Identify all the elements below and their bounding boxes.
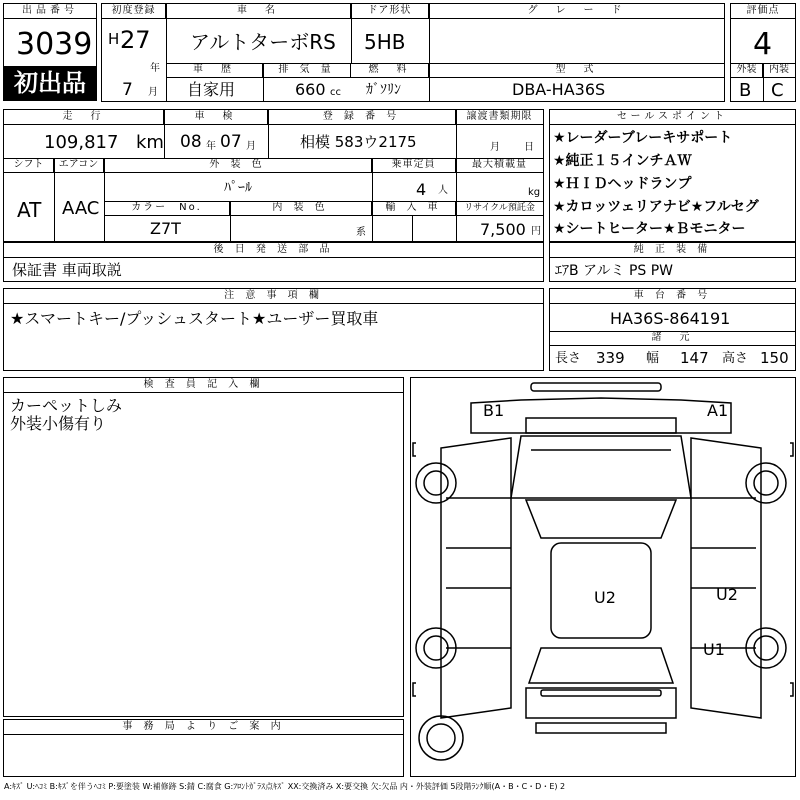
diagram-mark-u2-roof: U2 bbox=[594, 588, 616, 607]
recycle-fee: 7,500 bbox=[480, 220, 526, 239]
grade-label: グ レ ー ド bbox=[429, 4, 724, 19]
first-reg-label: 初度登録 bbox=[102, 4, 166, 19]
inspector-box bbox=[3, 377, 404, 717]
ac-label: エアコン bbox=[54, 158, 104, 173]
later-parts-value: 保証書 車両取説 bbox=[12, 261, 122, 279]
capacity: 4 bbox=[416, 180, 427, 199]
capacity-label: 乗車定員 bbox=[372, 158, 456, 173]
first-reg-year: 27 bbox=[120, 26, 151, 54]
plate-label: 登 録 番 号 bbox=[268, 110, 456, 125]
diagram-mark-u2-side: U2 bbox=[716, 585, 738, 604]
shift-type: AT bbox=[17, 198, 42, 222]
era: H bbox=[108, 30, 120, 48]
later-parts-label: 後 日 発 送 部 品 bbox=[4, 243, 543, 258]
car-diagram bbox=[411, 378, 795, 776]
inspection-month: 07 bbox=[220, 132, 242, 152]
inspection-month-unit: 月 bbox=[246, 141, 256, 152]
legend-text: A:ｷｽﾞ U:ﾍｺﾐ B:ｷｽﾞを伴うﾍｺﾐ P:要塗装 W:補修跡 S:錆 C:腐食 G:ﾌﾛﾝﾄｶﾞﾗｽ点ｷｽﾞ XX:交換済み X:要交換 欠:欠品 内・外装評価 5段階ﾗﾝｸ順(A・B・C・D・E) 2 bbox=[4, 782, 566, 791]
score-label: 評価点 bbox=[731, 4, 795, 19]
later-parts-box bbox=[3, 242, 544, 282]
sales-point-4: ★カロッツェリアナビ★フルセグ bbox=[553, 199, 759, 215]
chassis-number: HA36S-864191 bbox=[610, 309, 731, 328]
notes-label: 注 意 事 項 欄 bbox=[4, 289, 543, 304]
height-label: 高さ bbox=[722, 351, 749, 366]
sales-point-2: ★純正１５インチＡＷ bbox=[553, 153, 692, 169]
chassis-label: 車 台 番 号 bbox=[550, 289, 795, 304]
sales-points-box bbox=[549, 109, 796, 242]
notes-box bbox=[3, 288, 544, 371]
width-label: 幅 bbox=[646, 351, 660, 366]
transfer-label: 譲渡書類期限 bbox=[456, 110, 543, 125]
month-unit: 月 bbox=[148, 87, 158, 98]
height-value: 150 bbox=[760, 349, 789, 367]
car-name: アルトターボRS bbox=[190, 30, 336, 54]
office-label: 事 務 局 よ り ご 案 内 bbox=[4, 720, 403, 735]
sales-points-label: セールスポイント bbox=[550, 110, 795, 125]
diagram-mark-u1: U1 bbox=[703, 640, 725, 659]
inspection-year: 08 bbox=[180, 132, 202, 152]
equipment-label: 純 正 装 備 bbox=[550, 243, 795, 258]
sales-point-1: ★レーダーブレーキサポート bbox=[553, 130, 733, 146]
first-listing-badge bbox=[3, 66, 97, 101]
length-label: 長さ bbox=[555, 351, 582, 366]
length-value: 339 bbox=[596, 349, 625, 367]
diagram-mark-b1: B1 bbox=[483, 401, 505, 420]
ac-type: AAC bbox=[62, 198, 100, 219]
sales-point-3: ★ＨＩＤヘッドランプ bbox=[553, 176, 692, 192]
sales-point-5: ★シートヒーター★Ｂモニター bbox=[553, 221, 746, 237]
history-label: 車 歴 bbox=[166, 63, 263, 78]
color-label: 外 装 色 bbox=[104, 158, 372, 173]
header-table bbox=[101, 3, 725, 102]
lot-number-label: 出品番号 bbox=[4, 4, 96, 19]
mileage-unit: km bbox=[136, 132, 164, 153]
color-number: Z7T bbox=[150, 219, 181, 238]
score-box bbox=[730, 3, 796, 102]
model-label: 型 式 bbox=[429, 63, 724, 78]
displacement-unit: cc bbox=[330, 87, 341, 98]
equipment-box bbox=[549, 242, 796, 282]
transfer-day-unit: 日 bbox=[524, 142, 534, 153]
int-color-label: 内 装 色 bbox=[230, 201, 372, 216]
interior-grade: C bbox=[771, 80, 784, 101]
inspection-label: 車 検 bbox=[164, 110, 268, 125]
office-box bbox=[3, 719, 404, 777]
import-label: 輸 入 車 bbox=[372, 201, 456, 216]
recycle-label: リサイクル預託金 bbox=[456, 201, 543, 216]
exterior-label: 外装 bbox=[731, 63, 763, 78]
door-type: 5HB bbox=[364, 30, 406, 54]
displacement: 660 bbox=[295, 80, 326, 99]
interior-label: 内装 bbox=[763, 63, 795, 78]
recycle-unit: 円 bbox=[531, 226, 541, 237]
inspector-label: 検 査 員 記 入 欄 bbox=[4, 378, 403, 393]
fuel: ｶﾞｿﾘﾝ bbox=[366, 82, 401, 98]
int-color-unit: 系 bbox=[356, 227, 366, 238]
car-diagram-box bbox=[410, 377, 796, 777]
chassis-box bbox=[549, 288, 796, 371]
shift-label: シフト bbox=[4, 158, 54, 173]
width-value: 147 bbox=[680, 349, 709, 367]
inspector-line-2: 外装小傷有り bbox=[10, 414, 107, 433]
notes-value: ★スマートキー/プッシュスタート★ユーザー買取車 bbox=[10, 309, 379, 328]
score: 4 bbox=[753, 27, 773, 62]
lot-number: 3039 bbox=[16, 27, 93, 62]
capacity-unit: 人 bbox=[438, 185, 448, 196]
model-code: DBA-HA36S bbox=[512, 80, 606, 99]
vehicle-history: 自家用 bbox=[187, 80, 236, 99]
equipment-value: ｴｱB アルミ PS PW bbox=[555, 263, 674, 279]
load-unit: kg bbox=[528, 187, 541, 198]
mileage: 109,817 bbox=[44, 132, 119, 153]
lot-number-box bbox=[3, 3, 97, 71]
mileage-label: 走 行 bbox=[4, 110, 164, 125]
first-reg-month: 7 bbox=[122, 80, 133, 100]
fuel-label: 燃 料 bbox=[351, 63, 429, 78]
first-listing-text: 初出品 bbox=[14, 69, 86, 97]
car-name-label: 車 名 bbox=[166, 4, 351, 19]
diagram-mark-a1: A1 bbox=[707, 401, 729, 420]
color-no-label: カラー No. bbox=[104, 201, 230, 216]
year-unit: 年 bbox=[150, 63, 160, 74]
exterior-color: ﾊﾟｰﾙ bbox=[224, 180, 252, 196]
transfer-month-unit: 月 bbox=[490, 142, 500, 153]
inspector-line-1: カーペットしみ bbox=[10, 396, 123, 415]
door-label: ドア形状 bbox=[351, 4, 429, 19]
details-table bbox=[3, 109, 544, 242]
registration-plate: 相模 583ウ2175 bbox=[300, 133, 417, 151]
dims-label: 諸 元 bbox=[550, 331, 795, 346]
load-label: 最大積載量 bbox=[456, 158, 543, 173]
displacement-label: 排 気 量 bbox=[263, 63, 351, 78]
inspection-year-unit: 年 bbox=[206, 141, 216, 152]
exterior-grade: B bbox=[739, 80, 752, 101]
